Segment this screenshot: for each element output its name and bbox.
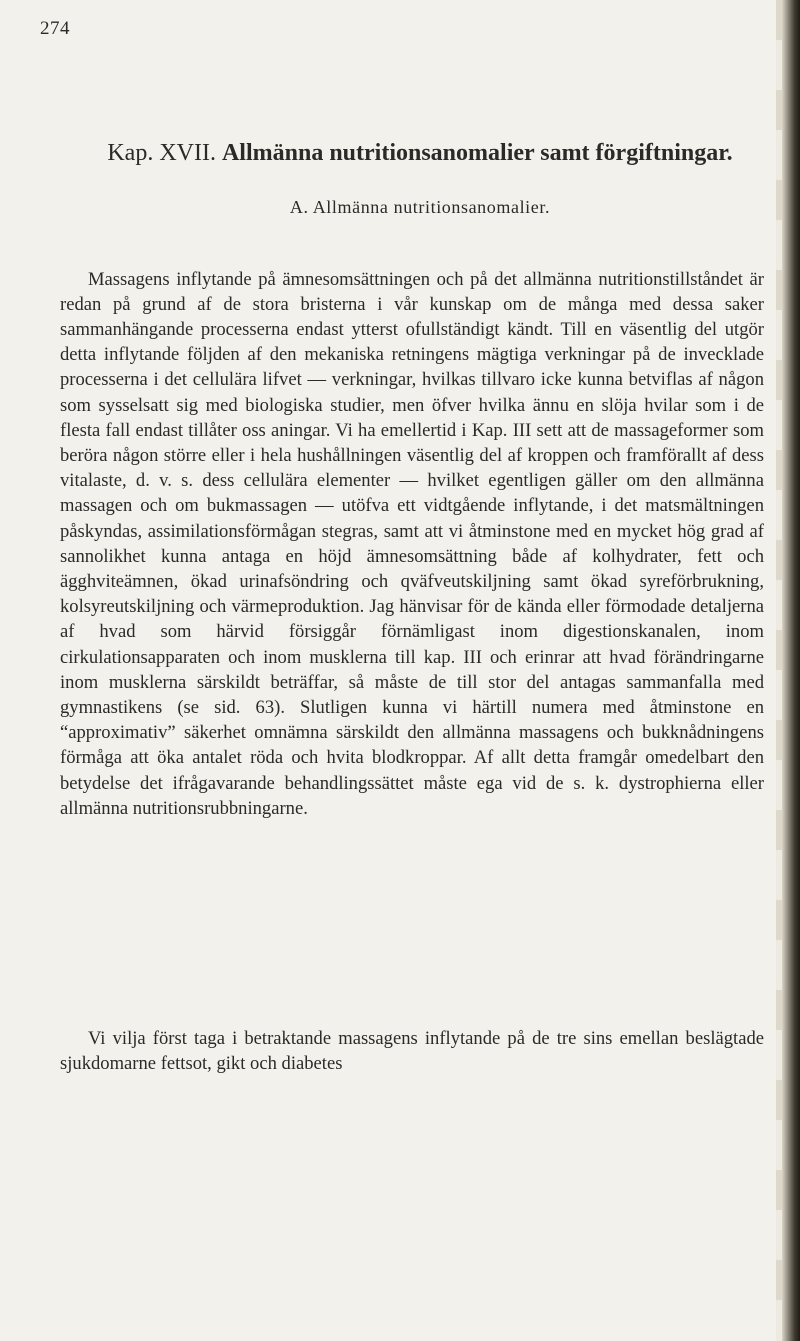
chapter-heading: Allmänna nutritionsanomalier samt förgiftningar. xyxy=(221,140,733,166)
body-paragraph-1: Massagens inflytande på ämnesomsättningen och på det allmänna nutritionstillståndet är redan på grund af de stora bristerna i vår kunskap om de många med dessa saker sammanhängande processerna endast ytterst ofullständigt kändt. Till en väsentlig del utgör detta inflytande följden af den mekaniska retningens mägtiga verkningar på de invecklade processerna i det cellulära lifvet — verkningar, hvilkas tillvaro icke kunna betviflas af någon som sysselsatt sig med biologiska studier, men öfver hvilka ännu en slöja hvilar som i de flesta fall endast tillåter oss aningar. Vi ha emellertid i Kap. III sett att de massageformer som beröra någon större eller i hela hushållningen väsentlig del af kroppen och framförallt af dess vitalaste, d. v. s. dess cellulära elementer — hvilket egentligen gäller om den allmänna massagen och om bukmassagen — utöfva ett vidtgående inflytande, i det matsmältningen påskyndas, assimilationsförmågan stegras, samt att vi åtminstone med en mycket hög grad af sannolikhet kunna antaga en höjd ämnesomsättning både af kolhydrater, fett och ägghviteämnen, ökad urinafsöndring och qväfveutskiljning samt ökad syreförbrukning, kolsyreutskiljning och värmeproduktion. Jag hänvisar för de kända eller förmodade detaljerna af hvad som härvid försiggår förnämligast inom digestionskanalen, inom cirkulationsapparaten och inom musklerna till kap. III och erinrar att hvad förändringarne inom musklerna särskildt beträffar, så måste de till stor del antagas sammanfalla med gymnastikens (se sid. 63). Slutligen kunna vi härtill numera med åtminstone en “approximativ” säkerhet omnämna särskildt den allmänna massagens och bukknådningens förmåga att öka antalet röda och hvita blodkroppar. Af allt detta framgår omedelbart den betydelse det ifrågavarande behandlingssättet måste ega vid de s. k. dystrophierna eller allmänna nutritionsrubbningarne. xyxy=(60,268,764,819)
section-heading: A. Allmänna nutritionsanomalier. xyxy=(289,197,551,217)
book-binding-edge xyxy=(782,0,800,1341)
body-paragraph-2: Vi vilja först taga i betraktande massagens inflytande på de tre sins emellan beslägtade sjukdomarne fettsot, gikt och diabetes xyxy=(60,1027,764,1074)
chapter-title xyxy=(100,140,740,167)
page-number: 274 xyxy=(40,18,70,39)
chapter-label: Kap. XVII. xyxy=(107,140,216,166)
